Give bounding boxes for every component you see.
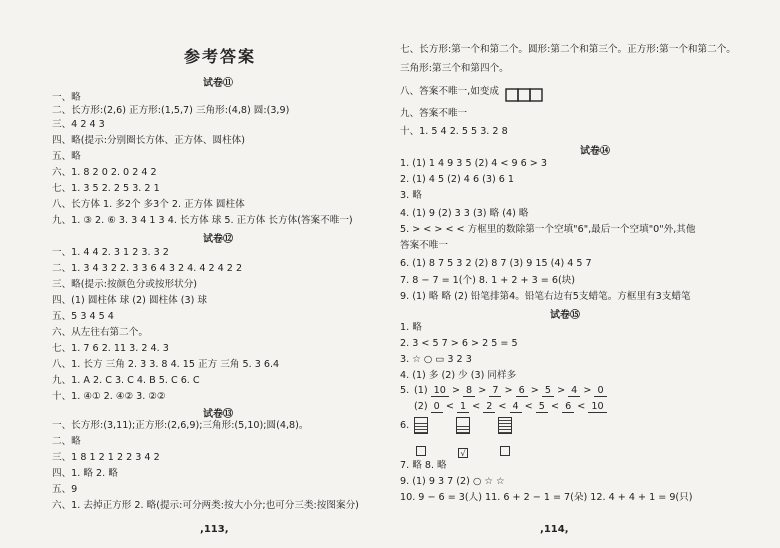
section-heading-15: 试卷⑮ [550, 310, 580, 321]
answer-line: 2. (1) 4 5 (2) 4 6 (3) 6 1 [400, 174, 514, 185]
answer-line: 七、长方形:第一个和第二个。圆形:第二个和第三个。正方形:第一个和第二个。 [400, 44, 736, 55]
answer-line: 1. 略 [400, 322, 422, 333]
answer-line: 九、1. A 2. C 3. C 4. B 5. C 6. C [52, 375, 200, 386]
answer-line: 三、1 8 1 2 1 2 2 3 4 2 [52, 452, 160, 463]
section-heading-14: 试卷⑭ [580, 146, 610, 157]
answer-line: 十、1. ④① 2. ④② 3. ②② [52, 391, 166, 402]
answer-line: 7. 略 8. 略 [400, 460, 447, 471]
answer-line: 3. ☆ ○ ▭ 3 2 3 [400, 354, 472, 365]
answer-line: 二、略 [52, 436, 81, 447]
section-heading-13: 试卷⑬ [203, 409, 233, 420]
answer-line: 六、1. 去掉正方形 2. 略(提示:可分两类:按大小分;也可分三类:按图案分) [52, 500, 359, 511]
answer-line: 五、5 3 4 5 4 [52, 311, 114, 322]
page-number: ,113, [200, 524, 229, 535]
cup-icon [414, 417, 428, 434]
page-number: ,114, [540, 524, 569, 535]
answer-line: 5. > < > < < 方框里的数除第一个空填"6",最后一个空填"0"外,其他 [400, 224, 696, 235]
answer-line: 答案不唯一 [400, 240, 448, 251]
answer-line: 一、略 [52, 92, 81, 103]
answer-line: 九、1. ③ 2. ⑥ 3. 3 4 1 3 4. 长方体 球 5. 正方体 长方体(答案不唯一) [52, 215, 353, 226]
answer-line: 10. 9 − 6 = 3(人) 11. 6 + 2 − 1 = 7(朵) 12. 4 + 4 + 1 = 9(只) [400, 492, 693, 503]
answer-line: 二、1. 3 4 3 2 2. 3 3 6 4 3 2 4. 4 2 4 2 2 [52, 263, 243, 274]
answer-line: 六、从左往右第二个。 [52, 327, 148, 338]
empty-box [500, 446, 510, 456]
empty-box [416, 446, 426, 456]
answer-line: 4. (1) 多 (2) 少 (3) 同样多 [400, 370, 517, 381]
answer-line: 3. 略 [400, 190, 422, 201]
answer-line: 四、略(提示:分别圈长方体、正方体、圆柱体) [52, 135, 245, 146]
page-title: 参考答案 [184, 47, 257, 66]
answer-line: 一、长方形:(3,11);正方形:(2,6,9);三角形:(5,10);圆(4,8)。 [52, 420, 309, 431]
ordering-row-ascending: (2) 0 < 1 < 2 < 4 < 5 < 6 < 10 [414, 401, 607, 413]
answer-line: 9. (1) 略 略 (2) 铅笔排第4。铅笔右边有5支蜡笔。方框里有3支蜡笔 [400, 291, 691, 302]
answer-line: 三、略(提示:按颜色分或按形状分) [52, 279, 198, 290]
section-heading-11: 试卷⑪ [203, 78, 233, 89]
answer-line: 三、4 2 4 3 [52, 119, 105, 130]
ordering-row-descending: (1) 10 > 8 > 7 > 6 > 5 > 4 > 0 [414, 385, 607, 397]
answer-line: 八、1. 长方 三角 2. 3 3. 8 4. 15 正方 三角 5. 3 6.4 [52, 359, 280, 370]
question-6-number: 6. [400, 420, 410, 431]
answer-line: 4. (1) 9 (2) 3 3 (3) 略 (4) 略 [400, 208, 529, 219]
checked-box: √ [458, 448, 468, 458]
answer-line: 6. (1) 8 7 5 3 2 (2) 8 7 (3) 9 15 (4) 4 5 7 [400, 258, 592, 269]
question-5-number: 5. [400, 385, 410, 396]
answer-boxes [416, 441, 542, 460]
matchstick-figure [505, 83, 545, 103]
answer-line: 五、9 [52, 484, 78, 495]
answer-line: 二、长方形:(2,6) 正方形:(1,5,7) 三角形:(4,8) 圆:(3,9) [52, 105, 290, 116]
answer-line: 7. 8 − 7 = 1(个) 8. 1 + 2 + 3 = 6(块) [400, 275, 576, 286]
answer-line: 五、略 [52, 151, 81, 162]
answer-line: 三角形:第三个和第四个。 [400, 63, 509, 74]
answer-line: 一、1. 4 4 2. 3 1 2 3. 3 2 [52, 247, 169, 258]
answer-line: 9. (1) 9 3 7 (2) ○ ☆ ☆ [400, 476, 505, 487]
answer-line: 四、1. 略 2. 略 [52, 468, 118, 479]
answer-line: 1. (1) 1 4 9 3 5 (2) 4 < 9 6 > 3 [400, 158, 547, 169]
answer-line: 七、1. 7 6 2. 11 3. 2 4. 3 [52, 343, 169, 354]
section-heading-12: 试卷⑫ [203, 234, 233, 245]
answer-line: 七、1. 3 5 2. 2 5 3. 2 1 [52, 183, 160, 194]
answer-line: 九、答案不唯一 [400, 108, 468, 119]
cup-icon [498, 417, 512, 434]
answer-line: 八、长方体 1. 多2个 多3个 2. 正方体 圆柱体 [52, 199, 245, 210]
cups-figure [414, 417, 540, 438]
answer-line: 六、1. 8 2 0 2. 0 2 4 2 [52, 167, 157, 178]
answer-line: 八、答案不唯一,如变成 [400, 86, 499, 97]
cup-icon [456, 417, 470, 434]
right-page [390, 0, 780, 548]
answer-line: 四、(1) 圆柱体 球 (2) 圆柱体 (3) 球 [52, 295, 208, 306]
answer-line: 2. 3 < 5 7 > 6 > 2 5 = 5 [400, 338, 518, 349]
answer-line: 十、1. 5 4 2. 5 5 3. 2 8 [400, 126, 508, 137]
